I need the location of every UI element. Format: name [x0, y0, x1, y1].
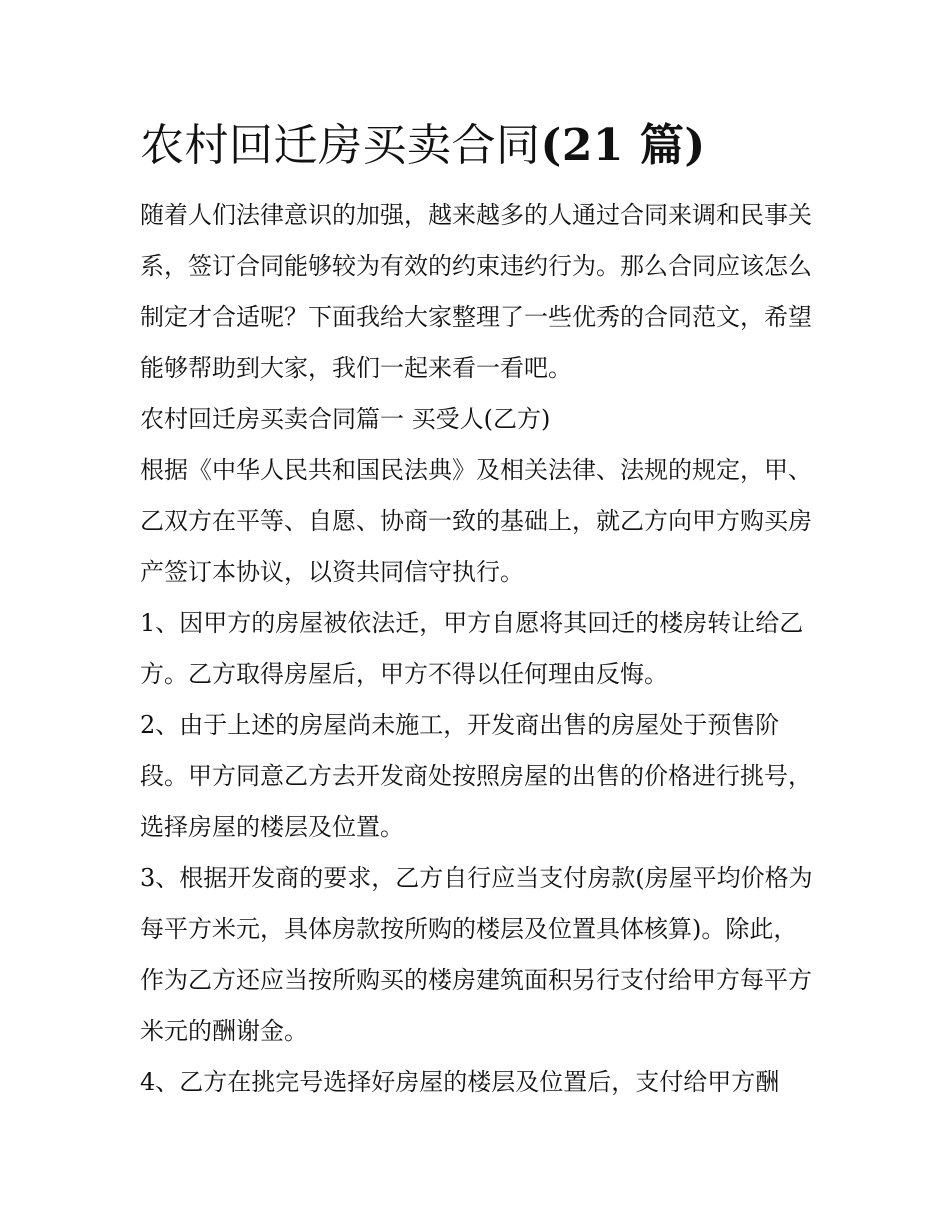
document-page — [140, 110, 820, 1108]
clause-4: 4、乙方在挑完号选择好房屋的楼层及位置后，支付给甲方酬 — [140, 1068, 780, 1096]
clause-3: 3、根据开发商的要求，乙方自行应当支付房款(房屋平均价格为每平方米元，具体房款按所购的楼层及位置具体核算)。除此，作为乙方还应当按所购买的楼房建筑面积另行支付给甲方每平方米元的酬谢金。 — [140, 864, 813, 1045]
preamble-paragraph: 根据《中华人民共和国民法典》及相关法律、法规的规定，甲、乙双方在平等、自愿、协商一致的基础上，就乙方向甲方购买房产签订本协议，以资共同信守执行。 — [140, 456, 812, 586]
title-suffix: (21 篇) — [540, 120, 706, 171]
intro-paragraph: 随着人们法律意识的加强，越来越多的人通过合同来调和民事关系，签订合同能够较为有效的约束违约行为。那么合同应该怎么制定才合适呢？下面我给大家整理了一些优秀的合同范文，希望能够帮助到大家，我们一起来看一看吧。 — [140, 201, 812, 382]
clause-1: 1、因甲方的房屋被依法迁，甲方自愿将其回迁的楼房转让给乙方。乙方取得房屋后，甲方不得以任何理由反悔。 — [140, 609, 804, 688]
document-title — [140, 110, 820, 182]
clause-2: 2、由于上述的房屋尚未施工，开发商出售的房屋处于预售阶段。甲方同意乙方去开发商处按照房屋的出售的价格进行挑号，选择房屋的楼层及位置。 — [140, 711, 812, 841]
section-heading: 农村回迁房买卖合同篇一 买受人(乙方) — [140, 405, 551, 433]
title-main: 农村回迁房买卖合同 — [140, 120, 541, 171]
